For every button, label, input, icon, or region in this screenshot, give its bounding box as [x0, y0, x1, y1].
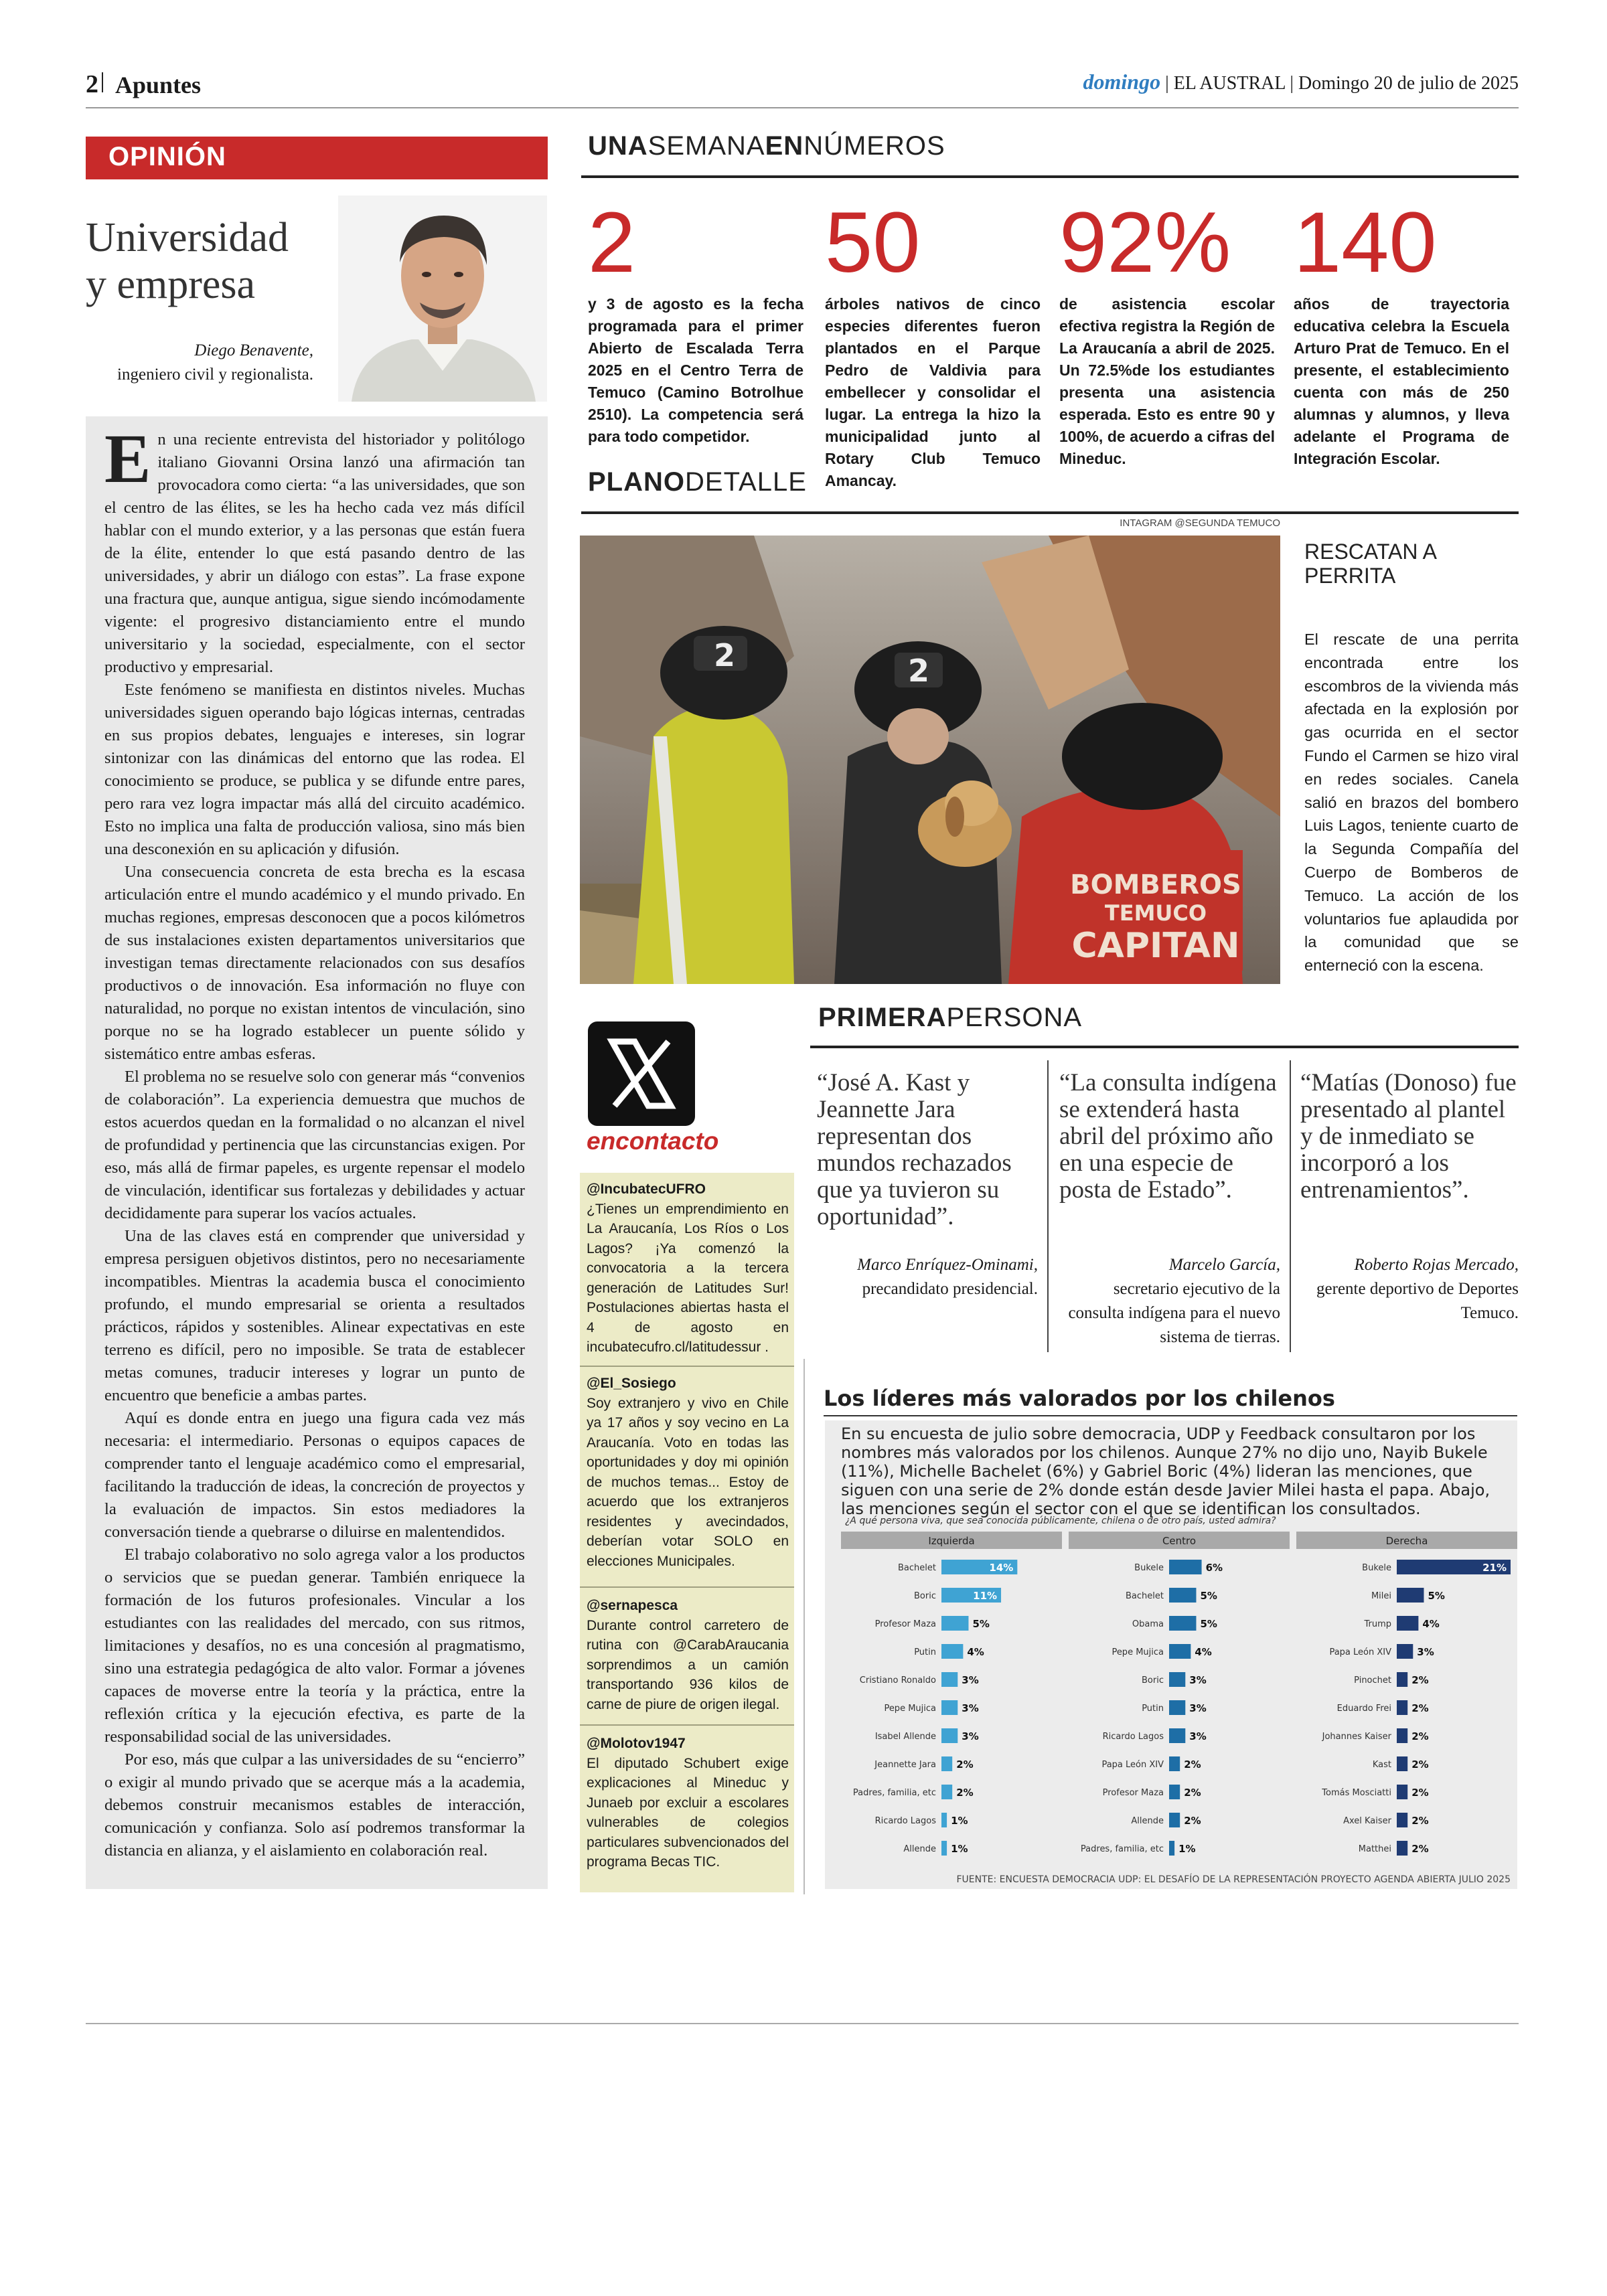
tweet-text: ¿Tienes un emprendimiento en La Araucanía, Los Ríos o Los Lagos? ¡Ya comenzó la convocatoria a la tercera generación de Latitudes Sur! Postulaciones abiertas hasta el 4 de agosto en incubatecufro.cl/latitudessur .	[587, 1201, 789, 1355]
x-logo-icon	[588, 1021, 695, 1126]
tweet-divider	[580, 1586, 794, 1588]
column-divider	[1290, 1060, 1291, 1352]
chart-source: FUENTE: ENCUESTA DEMOCRACIA UDP: EL DESAFÍO DE LA REPRESENTACIÓN PROYECTO AGENDA ABIERTA JULIO 2025	[956, 1874, 1511, 1885]
bar	[1169, 1756, 1180, 1771]
number-text: árboles nativos de cinco especies diferentes fueron plantados en el Parque Pedro de Valdivia para embellecer y consolidar el lugar. La entrega la hizo la municipalidad junto al Rotary Club Temuco Amancay.	[825, 295, 1041, 489]
bar	[1169, 1785, 1180, 1799]
bar-category-label: Boric	[1142, 1675, 1164, 1686]
bar-value-label: 2%	[1411, 1702, 1429, 1714]
article-title	[86, 214, 327, 308]
paragraph: El trabajo colaborativo no solo agrega valor a los productos o servicios que se puedan generar. También enriquece la formación de los futuros profesionales. Vincular a los estudiantes con las realidades del mercado, con sus ritmos, limitaciones y desafíos, no es una concesión al pragmatismo, sino una estrategia pedagógica de alto valor. Formar a jóvenes capaces de moverse entre la teoría y la práctica, entre la reflexión crítica y la ejecución efectiva, es parte de la responsabilidad social de las universidades.	[104, 1546, 525, 1746]
bar-value-label: 21%	[1482, 1562, 1507, 1574]
bar-category-label: Padres, familia, etc	[852, 1788, 936, 1798]
bar-value-label: 5%	[1200, 1590, 1217, 1602]
tweet	[587, 1179, 789, 1358]
chart-rule	[824, 1415, 1517, 1416]
bar	[941, 1644, 963, 1659]
bar-value-label: 2%	[1184, 1758, 1201, 1771]
paragraph: En una reciente entrevista del historiador y politólogo italiano Giovanni Orsina lanzó una afirmación tan provocadora como cierta: “a las universidades, que son el centro de las élites, se les ha hecho cada vez más difícil hablar con el mundo exterior, y a las personas que están fuera de la élite, entender lo que está pasando dentro de las universidades, y abrir un diálogo con estas”. La frase expone una fractura que, aunque antigua, sigue siendo incómodamente vigente: el progresivo distanciamiento entre el mundo universitario y la sociedad, especialmente, con el sector productivo y empresarial.	[104, 420, 525, 676]
number-text: y 3 de agosto es la fecha programada para el primer Abierto de Escalada Terra 2025 en el Centro Terra de Temuco (Camino Botrolhue 2510). La competencia será para todo competidor.	[588, 295, 804, 445]
bar	[941, 1813, 947, 1827]
column-divider	[1047, 1060, 1049, 1352]
bar-value-label: 2%	[1184, 1815, 1201, 1827]
tweet	[587, 1374, 789, 1571]
tweet-handle: @Molotov1947	[587, 1736, 686, 1751]
opinion-label: OPINIÓN	[86, 137, 548, 179]
author-byline	[86, 339, 313, 387]
bar	[941, 1756, 952, 1771]
quote-role: secretario ejecutivo de la consulta indígena para el nuevo sistema de tierras.	[1068, 1280, 1280, 1346]
bar-category-label: Putin	[914, 1647, 936, 1657]
bar-category-label: Isabel Allende	[874, 1732, 936, 1742]
bar-value-label: 3%	[1417, 1646, 1434, 1658]
bar-value-label: 2%	[1411, 1815, 1429, 1827]
bar	[1169, 1588, 1196, 1603]
bar	[941, 1728, 958, 1743]
bar-value-label: 2%	[1411, 1730, 1429, 1742]
header-divider	[102, 72, 103, 92]
bar-category-label: Matthei	[1358, 1844, 1391, 1854]
paragraph: El problema no se resuelve solo con generar más “convenios de colaboración”. La experiencia demuestra que muchos de estos acuerdos quedan en la formalidad o no alcanzan el nivel de profundidad y pertinencia que las circunstancias exigen. Por eso, más allá de firmar papeles, es urgente repensar el modelo de vinculación, identificar sus fortalezas y debilidades y actuar decididamente para superar los vacíos actuales.	[104, 1068, 525, 1222]
author-role: ingeniero civil y regionalista.	[117, 365, 313, 384]
series-header: Centro	[1162, 1535, 1197, 1547]
primera-heading: PRIMERAPERSONA	[818, 1003, 1083, 1032]
bar-category-label: Allende	[1131, 1816, 1164, 1826]
number-value: 2	[588, 195, 636, 291]
bar-value-label: 3%	[1189, 1674, 1207, 1686]
footer-rule	[86, 2023, 1519, 2024]
tweet-divider	[580, 1724, 794, 1726]
brand-name: domingo	[1083, 70, 1161, 94]
bar-category-label: Milei	[1371, 1591, 1391, 1601]
helmet-number: 2	[714, 637, 736, 673]
tweet-text: El diputado Schubert exige explicaciones al Mineduc y Junaeb por excluir a escolares vulnerables de colegios particulares subvencionados del programa Becas TIC.	[587, 1755, 789, 1870]
number-value: 92%	[1059, 195, 1231, 291]
bar-value-label: 2%	[1411, 1674, 1429, 1686]
quote-author	[817, 1253, 1038, 1301]
issue-date: Domingo 20 de julio de 2025	[1298, 73, 1519, 94]
paragraph: Una de las claves está en comprender que universidad y empresa persiguen objetivos distintos, pero no necesariamente incompatibles. Mientras la academia busca el conocimiento profundo, el mundo empresarial se orienta a resultados prácticos, rápidos y sostenibles. Alinear expectativas en este terreno es difícil, pero no imposible. Se trata de establecer metas comunes, traducir intereses y lograr un punto de encuentro que beneficie a ambas partes.	[104, 1227, 525, 1404]
number-text: de asistencia escolar efectiva registra la Región de La Araucanía a abril de 2025. Un 72.5%de los estudiantes presenta una asistencia esperada. Esto es entre 90 y 100%, de acuerdo a cifras del Mineduc.	[1059, 295, 1275, 467]
bar-value-label: 2%	[1184, 1787, 1201, 1799]
bar	[941, 1616, 968, 1631]
bar-category-label: Ricardo Lagos	[1102, 1732, 1164, 1742]
bar-category-label: Allende	[903, 1844, 936, 1854]
bar-value-label: 1%	[1178, 1843, 1196, 1855]
photo-credit: INTAGRAM @SEGUNDA TEMUCO	[1120, 517, 1280, 529]
bar-value-label: 2%	[956, 1758, 974, 1771]
numbers-rule	[581, 175, 1519, 178]
chart-question: ¿A qué persona viva, que sea conocida públicamente, chilena o de otro país, usted admira?	[845, 1515, 1276, 1526]
bar-value-label: 5%	[972, 1618, 990, 1630]
bar-value-label: 2%	[1411, 1843, 1429, 1855]
bar	[1169, 1672, 1185, 1687]
rescue-photo	[580, 536, 1280, 984]
paper-name: EL AUSTRAL	[1173, 73, 1286, 94]
bar	[1169, 1841, 1174, 1856]
quote-name: Roberto Rojas Mercado,	[1354, 1256, 1519, 1274]
bar-value-label: 4%	[1195, 1646, 1212, 1658]
bar-category-label: Ricardo Lagos	[874, 1816, 936, 1826]
quote-name: Marcelo García,	[1168, 1256, 1280, 1274]
bar-value-label: 1%	[951, 1843, 968, 1855]
chart-svg	[825, 1528, 1517, 1873]
bar-category-label: Bukele	[1362, 1563, 1391, 1573]
bar	[941, 1841, 947, 1856]
series-header: Izquierda	[928, 1535, 975, 1547]
bar	[1169, 1700, 1185, 1715]
bar-category-label: Pepe Mujica	[884, 1704, 936, 1714]
bar-value-label: 3%	[962, 1730, 979, 1742]
tweet-divider	[580, 1366, 794, 1367]
bar	[1397, 1813, 1407, 1827]
quote-text: “La consulta indígena se extenderá hasta abril del próximo año en una especie de posta de Estado”.	[1059, 1069, 1277, 1204]
vest-text: BOMBEROS	[1070, 870, 1241, 900]
header-rule	[86, 107, 1519, 108]
primera-rule	[810, 1046, 1519, 1048]
section-name: Apuntes	[115, 72, 202, 98]
tweet	[587, 1734, 789, 1872]
bar-category-label: Profesor Maza	[1102, 1788, 1164, 1798]
bar	[1397, 1841, 1407, 1856]
paragraph: Aquí es donde entra en juego una figura cada vez más necesaria: el intermediario. Personas o equipos capaces de comprender tanto el lenguaje académico como el empresarial, facilitando la traducción de ideas, la concreción de proyectos y la evaluación de impactos. Sin estos mediadores la conversación tiende a quebrarse o diluirse en malentendidos.	[104, 1409, 525, 1541]
bar	[941, 1672, 958, 1687]
quote-text: “José A. Kast y Jeannette Jara representan dos mundos rechazados que ya tuvieron su oportunidad”.	[817, 1069, 1012, 1230]
quote-role: gerente deportivo de Deportes Temuco.	[1316, 1280, 1519, 1322]
numbers-heading: UNASEMANAENNÚMEROS	[588, 131, 945, 161]
rescue-title: RESCATAN A PERRITA	[1304, 540, 1436, 588]
bar-category-label: Profesor Maza	[874, 1619, 936, 1629]
bar-value-label: 3%	[1189, 1730, 1207, 1742]
quote-author	[1059, 1253, 1280, 1349]
title-line-1: Universidad	[86, 215, 289, 260]
bar	[1169, 1728, 1185, 1743]
bar-value-label: 3%	[962, 1702, 979, 1714]
vest-text: TEMUCO	[1104, 900, 1207, 926]
title-line-2: y empresa	[86, 262, 256, 307]
bar-value-label: 4%	[967, 1646, 984, 1658]
page-number: 2	[86, 70, 98, 98]
column-divider	[804, 1359, 805, 1894]
tweet-handle: @El_Sosiego	[587, 1376, 676, 1391]
bar-category-label: Tomás Mosciatti	[1322, 1788, 1391, 1798]
chart-title: Los líderes más valorados por los chilenos	[824, 1386, 1335, 1411]
bar	[1397, 1672, 1407, 1687]
bar-category-label: Jeannette Jara	[874, 1760, 936, 1770]
tweet-handle: @sernapesca	[587, 1598, 678, 1613]
bar	[1397, 1728, 1407, 1743]
bar-category-label: Cristiano Ronaldo	[859, 1675, 936, 1686]
bar-category-label: Axel Kaiser	[1343, 1816, 1391, 1826]
series-header: Derecha	[1385, 1535, 1428, 1547]
bar	[1397, 1588, 1424, 1603]
plano-rule	[581, 511, 1519, 514]
dropcap: E	[104, 420, 151, 497]
number-value: 140	[1294, 195, 1437, 291]
quote-role: precandidato presidencial.	[862, 1280, 1038, 1298]
bar-category-label: Bachelet	[898, 1563, 936, 1573]
paragraph: Este fenómeno se manifiesta en distintos niveles. Muchas universidades siguen operando bajo lógicas internas, centradas en sus propios debates, lenguajes e intereses, sin lograr sintonizar con las dinámicas del entorno que las rodea. El conocimiento se produce, se publica y se difunde entre pares, pero rara vez logra impactar más allá del circuito académico. Esto no implica una falta de producción valiosa, sino más bien una desconexión en su aplicación y difusión.	[104, 681, 525, 858]
bar-value-label: 2%	[956, 1787, 974, 1799]
vest-text: CAPITAN	[1071, 926, 1240, 966]
bar-value-label: 6%	[1205, 1562, 1223, 1574]
quote-text: “Matías (Donoso) fue presentado al plantel y de inmediato se incorporó a los entrenamientos”.	[1300, 1069, 1517, 1204]
paragraph: Por eso, más que culpar a las universidades de su “encierro” o exigir al mundo privado que se acerque más a la academia, debemos construir mecanismos estables de interacción, comunicación y confianza. Solo así podremos transformar la distancia en alianza, y el aislamiento en colaboración real.	[104, 1750, 525, 1860]
helmet-number: 2	[908, 653, 930, 689]
tweet	[587, 1596, 789, 1714]
bar	[1169, 1560, 1202, 1574]
encontacto-label: encontacto	[587, 1127, 719, 1155]
bar	[1397, 1700, 1407, 1715]
bar	[1397, 1756, 1407, 1771]
bar-category-label: Obama	[1132, 1619, 1164, 1629]
bar-category-label: Papa León XIV	[1329, 1647, 1391, 1657]
bar-category-label: Bukele	[1134, 1563, 1164, 1573]
quote-name: Marco Enríquez-Ominami,	[857, 1256, 1038, 1274]
bar-category-label: Bachelet	[1126, 1591, 1164, 1601]
bar	[1169, 1813, 1180, 1827]
chart-description: En su encuesta de julio sobre democracia, UDP y Feedback consultaron por los nombres más valorados por los chilenos. Aunque 27% no dijo uno, Nayib Bukele (11%), Michelle Bachelet (6%) y Gabriel Boric (4%) lideran las menciones, que siguen con una serie de 2% donde están desde Javier Milei hasta el papa. Abajo, las menciones según el sector con el que se identifican los consultados.	[841, 1424, 1490, 1518]
author-name: Diego Benavente,	[194, 341, 313, 359]
plano-heading: PLANODETALLE	[588, 467, 807, 497]
bar	[1397, 1644, 1413, 1659]
bar-category-label: Boric	[914, 1591, 936, 1601]
masthead: domingo | EL AUSTRAL | Domingo 20 de julio de 2025	[1083, 70, 1519, 94]
author-photo	[338, 195, 547, 402]
tweet-text: Durante control carretero de rutina con @CarabAraucania sorprendimos a un camión transportando 936 kilos de carne de piure de origen ilegal.	[587, 1617, 789, 1712]
bar-category-label: Papa León XIV	[1101, 1760, 1164, 1770]
bar-value-label: 3%	[1189, 1702, 1207, 1714]
bar-category-label: Johannes Kaiser	[1322, 1732, 1391, 1742]
number-value: 50	[825, 195, 921, 291]
rescue-body: El rescate de una perrita encontrada entre los escombros de la vivienda más afectada en la explosión por gas ocurrida en el sector Fundo el Carmen se hizo viral en redes sociales. Canela salió en brazos del bombero Luis Lagos, teniente cuarto de la Segunda Compañía del Cuerpo de Bomberos de Temuco. La acción de los voluntarios fue aplaudida por la comunidad que se enterneció con la escena.	[1304, 631, 1519, 975]
bar	[1169, 1616, 1196, 1631]
bar-value-label: 11%	[973, 1590, 998, 1602]
bar-category-label: Putin	[1142, 1704, 1164, 1714]
bar-value-label: 5%	[1428, 1590, 1445, 1602]
bar-value-label: 2%	[1411, 1758, 1429, 1771]
article-body	[104, 420, 525, 1862]
bar-value-label: 14%	[989, 1562, 1014, 1574]
bar-category-label: Eduardo Frei	[1336, 1704, 1391, 1714]
bar-category-label: Kast	[1372, 1760, 1391, 1770]
bar-category-label: Pinochet	[1354, 1675, 1391, 1686]
bar	[941, 1700, 958, 1715]
paragraph: Una consecuencia concreta de esta brecha es la escasa articulación entre el mundo académico y el mundo privado. En muchas regiones, empresas desconocen que a pocos kilómetros de sus instalaciones existen departamentos universitarios que investigan temas directamente relacionados con sus desafíos productivos o de innovación. Esa información no fluye con naturalidad, no porque no existan intentos de vinculación, sino porque no se ha logrado establecer un puente sólido y sistemático entre ambas esferas.	[104, 863, 525, 1063]
bar-value-label: 1%	[951, 1815, 968, 1827]
bar-category-label: Pepe Mujica	[1112, 1647, 1164, 1657]
bar-category-label: Padres, familia, etc	[1080, 1844, 1164, 1854]
bar	[941, 1785, 952, 1799]
number-text: años de trayectoria educativa celebra la Escuela Arturo Prat de Temuco. En el presente, el establecimiento cuenta con más de 250 alumnas y alumnos, y lleva adelante el Programa de Integración Escolar.	[1294, 295, 1509, 467]
tweet-text: Soy extranjero y vivo en Chile ya 17 años y soy vecino en La Araucanía. Voto en todas las oportunidades y doy mi opinión de muchos temas... Estoy de acuerdo que los extranjeros residentes y avecindados, deberían votar SOLO en elecciones Municipales.	[587, 1395, 789, 1569]
bar	[1397, 1785, 1407, 1799]
bar-value-label: 3%	[962, 1674, 979, 1686]
bar-value-label: 5%	[1200, 1618, 1217, 1630]
bar-category-label: Trump	[1364, 1619, 1391, 1629]
bar-value-label: 2%	[1411, 1787, 1429, 1799]
bar	[1397, 1616, 1418, 1631]
bar	[1169, 1644, 1191, 1659]
quote-author	[1300, 1253, 1519, 1325]
bar-value-label: 4%	[1422, 1618, 1440, 1630]
tweet-handle: @IncubatecUFRO	[587, 1181, 706, 1197]
